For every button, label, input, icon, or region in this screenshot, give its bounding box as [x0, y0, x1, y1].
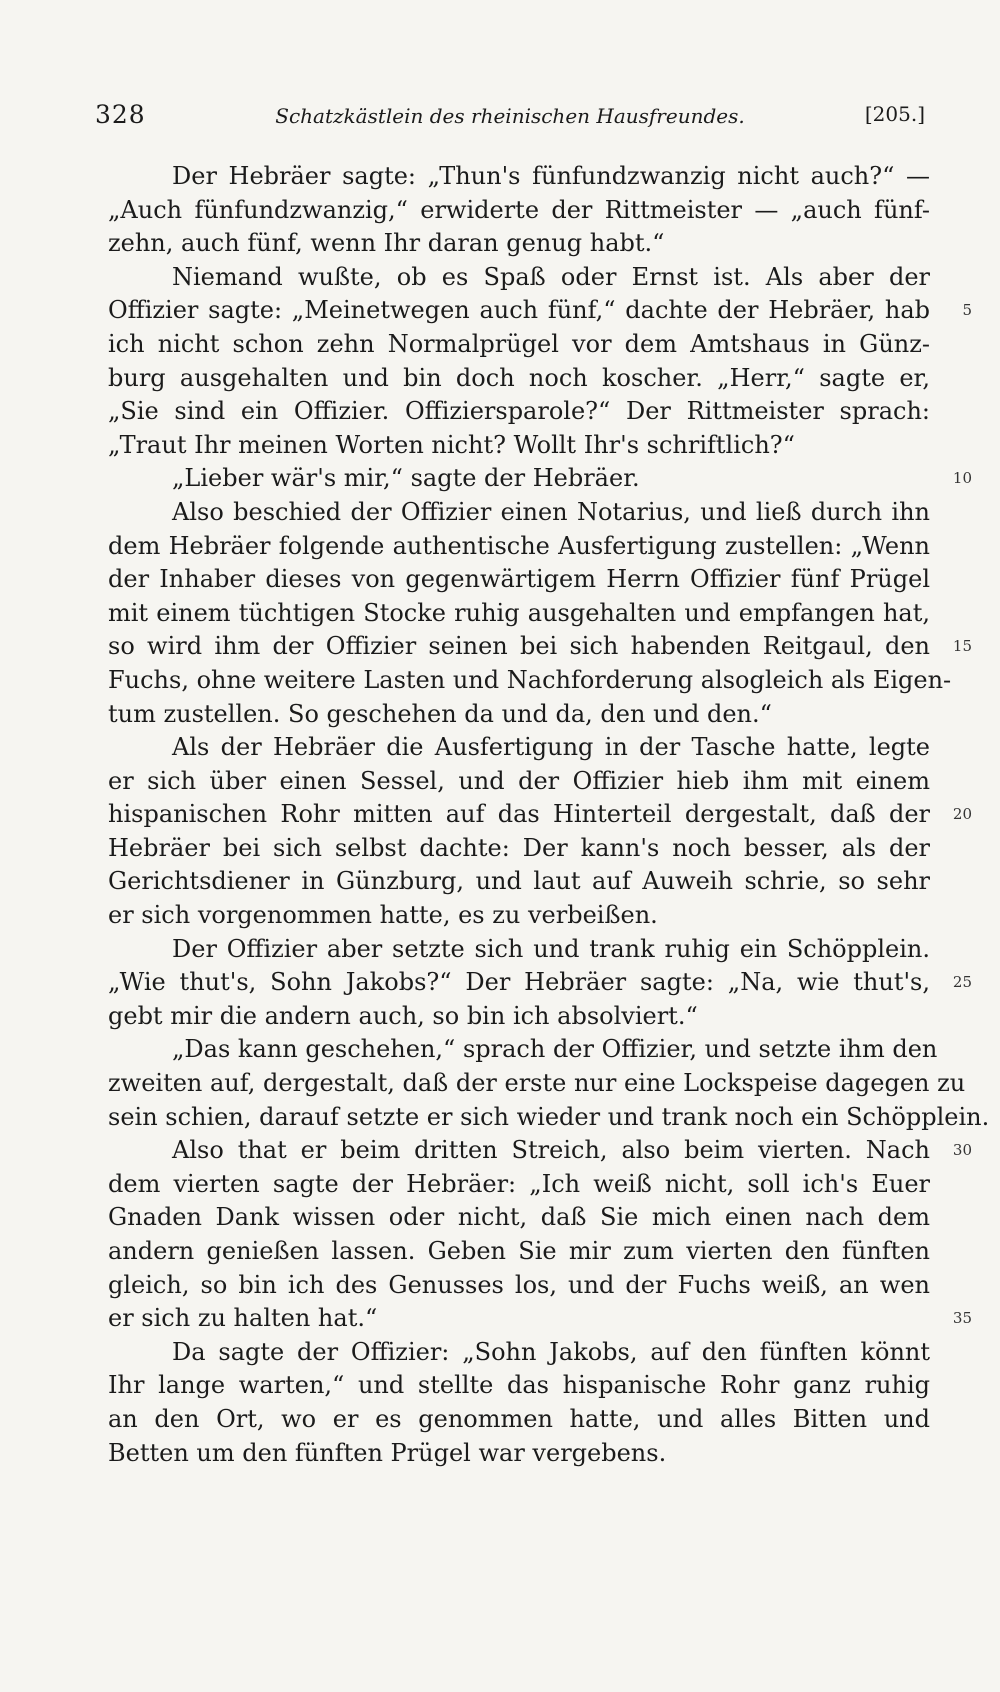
line-text: Also that er beim dritten Streich, also beim vierten. Nach: [172, 1136, 930, 1165]
line-number: 25: [952, 973, 972, 992]
line-text: „Auch fünfundzwanzig,“ erwiderte der Rittmeister — „auch fünf-: [108, 195, 930, 224]
text-line: [108, 294, 972, 328]
line-text: so wird ihm der Offizier seinen bei sich habenden Reitgaul, den: [108, 632, 930, 661]
text-line: [108, 899, 930, 933]
text-line: [108, 1403, 930, 1437]
text-line: [108, 362, 930, 396]
line-text: burg ausgehalten und bin doch noch koscher. „Herr,“ sagte er,: [108, 363, 930, 392]
text-line: [108, 1336, 930, 1370]
text-line: [108, 933, 930, 967]
text-line: [108, 429, 930, 463]
line-text: „Sie sind ein Offizier. Offiziersparole?“ Der Rittmeister sprach:: [108, 397, 930, 426]
line-number: 30: [952, 1141, 972, 1160]
text-line: [108, 798, 972, 832]
line-text: Niemand wußte, ob es Spaß oder Ernst ist. Als aber der: [172, 262, 930, 291]
text-line: [108, 563, 930, 597]
line-text: Gerichtsdiener in Günzburg, und laut auf Auweih schrie, so sehr: [108, 867, 930, 896]
text-line: [108, 160, 930, 194]
line-text: Der Offizier aber setzte sich und trank ruhig ein Schöpplein.: [172, 934, 930, 963]
running-title: Schatzkästlein des rheinischen Hausfreundes.: [275, 104, 745, 128]
text-line: [108, 1168, 930, 1202]
text-line: [108, 1369, 930, 1403]
line-text: Da sagte der Offizier: „Sohn Jakobs, auf den fünften könnt: [172, 1337, 930, 1366]
text-line: [108, 194, 930, 228]
text-line: [108, 1033, 938, 1067]
text-line: [108, 832, 930, 866]
text-line: [108, 1067, 966, 1101]
line-number: 20: [952, 805, 972, 824]
text-line: [108, 1269, 930, 1303]
line-text: andern genießen lassen. Geben Sie mir zum vierten den fünften: [108, 1237, 930, 1265]
line-text: Betten um den fünften Prügel war vergebens.: [108, 1438, 667, 1467]
line-text: er sich über einen Sessel, und der Offizier hieb ihm mit einem: [108, 766, 930, 795]
line-text: tum zustellen. So geschehen da und da, den und den.“: [108, 699, 772, 728]
line-text: gebt mir die andern auch, so bin ich absolviert.“: [108, 1001, 698, 1030]
line-number: 15: [952, 637, 972, 656]
text-line: [108, 1134, 972, 1168]
text-line: [108, 630, 972, 664]
line-text: der Inhaber dieses von gegenwärtigem Herrn Offizier fünf Prügel: [108, 565, 930, 594]
line-text: dem vierten sagte der Hebräer: „Ich weiß nicht, soll ich's Euer: [108, 1169, 930, 1198]
line-text: Ihr lange warten,“ und stellte das hispanische Rohr ganz ruhig: [108, 1371, 930, 1400]
line-text: sein schien, darauf setzte er sich wieder und trank noch ein Schöpplein.: [108, 1102, 990, 1131]
line-text: Hebräer bei sich selbst dachte: Der kann's noch besser, als der: [108, 833, 930, 862]
text-line: [108, 395, 930, 429]
line-text: Offizier sagte: „Meinetwegen auch fünf,“ dachte der Hebräer, hab: [108, 296, 930, 325]
page-number: 328: [95, 100, 146, 129]
text-line: [108, 261, 930, 295]
line-text: „Lieber wär's mir,“ sagte der Hebräer.: [172, 464, 640, 493]
line-text: ich nicht schon zehn Normalprügel vor dem Amtshaus in Günz-: [108, 329, 930, 358]
text-line: [108, 865, 930, 899]
line-text: Der Hebräer sagte: „Thun's fünfundzwanzig nicht auch?“ —: [172, 162, 930, 190]
line-text: Fuchs, ohne weitere Lasten und Nachforderung alsogleich als Eigen-: [108, 665, 952, 694]
text-line: [108, 1201, 930, 1235]
text-line: [108, 1437, 930, 1471]
text-line: [108, 597, 930, 631]
text-line: [108, 1000, 930, 1034]
running-header: [95, 100, 925, 140]
line-text: „Das kann geschehen,“ sprach der Offizier, und setzte ihm den: [172, 1035, 938, 1064]
text-line: [108, 664, 952, 698]
text-line: [108, 966, 972, 1000]
line-text: er sich vorgenommen hatte, es zu verbeißen.: [108, 901, 658, 930]
line-text: Also beschied der Offizier einen Notarius, und ließ durch ihn: [172, 497, 930, 526]
line-text: zweiten auf, dergestalt, daß der erste nur eine Lockspeise dagegen zu: [108, 1069, 966, 1098]
line-text: mit einem tüchtigen Stocke ruhig ausgehalten und empfangen hat,: [108, 598, 930, 627]
text-line: [108, 530, 930, 564]
line-number: 10: [952, 469, 972, 488]
text-line: [108, 496, 930, 530]
line-text: Als der Hebräer die Ausfertigung in der Tasche hatte, legte: [172, 733, 930, 762]
line-text: gleich, so bin ich des Genusses los, und der Fuchs weiß, an wen: [108, 1270, 930, 1299]
line-text: er sich zu halten hat.“: [108, 1304, 378, 1333]
text-line: [108, 462, 972, 496]
line-number: 5: [962, 301, 972, 320]
text-line: [108, 1101, 990, 1135]
section-code: [205.]: [864, 102, 925, 126]
text-line: [108, 1235, 930, 1269]
line-number: 35: [952, 1309, 972, 1328]
text-line: [108, 328, 930, 362]
line-text: Gnaden Dank wissen oder nicht, daß Sie mich einen nach dem: [108, 1203, 930, 1232]
line-text: an den Ort, wo er es genommen hatte, und alles Bitten und: [108, 1404, 930, 1433]
text-line: [108, 731, 930, 765]
line-text: dem Hebräer folgende authentische Ausfertigung zustellen: „Wenn: [108, 531, 930, 560]
text-line: [108, 765, 930, 799]
text-line: [108, 1302, 972, 1336]
line-text: „Wie thut's, Sohn Jakobs?“ Der Hebräer sagte: „Na, wie thut's,: [108, 968, 930, 997]
line-text: „Traut Ihr meinen Worten nicht? Wollt Ihr's schriftlich?“: [108, 430, 795, 459]
text-line: [108, 227, 930, 261]
text-line: [108, 698, 930, 732]
line-text: hispanischen Rohr mitten auf das Hinterteil dergestalt, daß der: [108, 800, 930, 829]
body-text: [108, 160, 990, 1470]
line-text: zehn, auch fünf, wenn Ihr daran genug habt.“: [108, 229, 665, 258]
